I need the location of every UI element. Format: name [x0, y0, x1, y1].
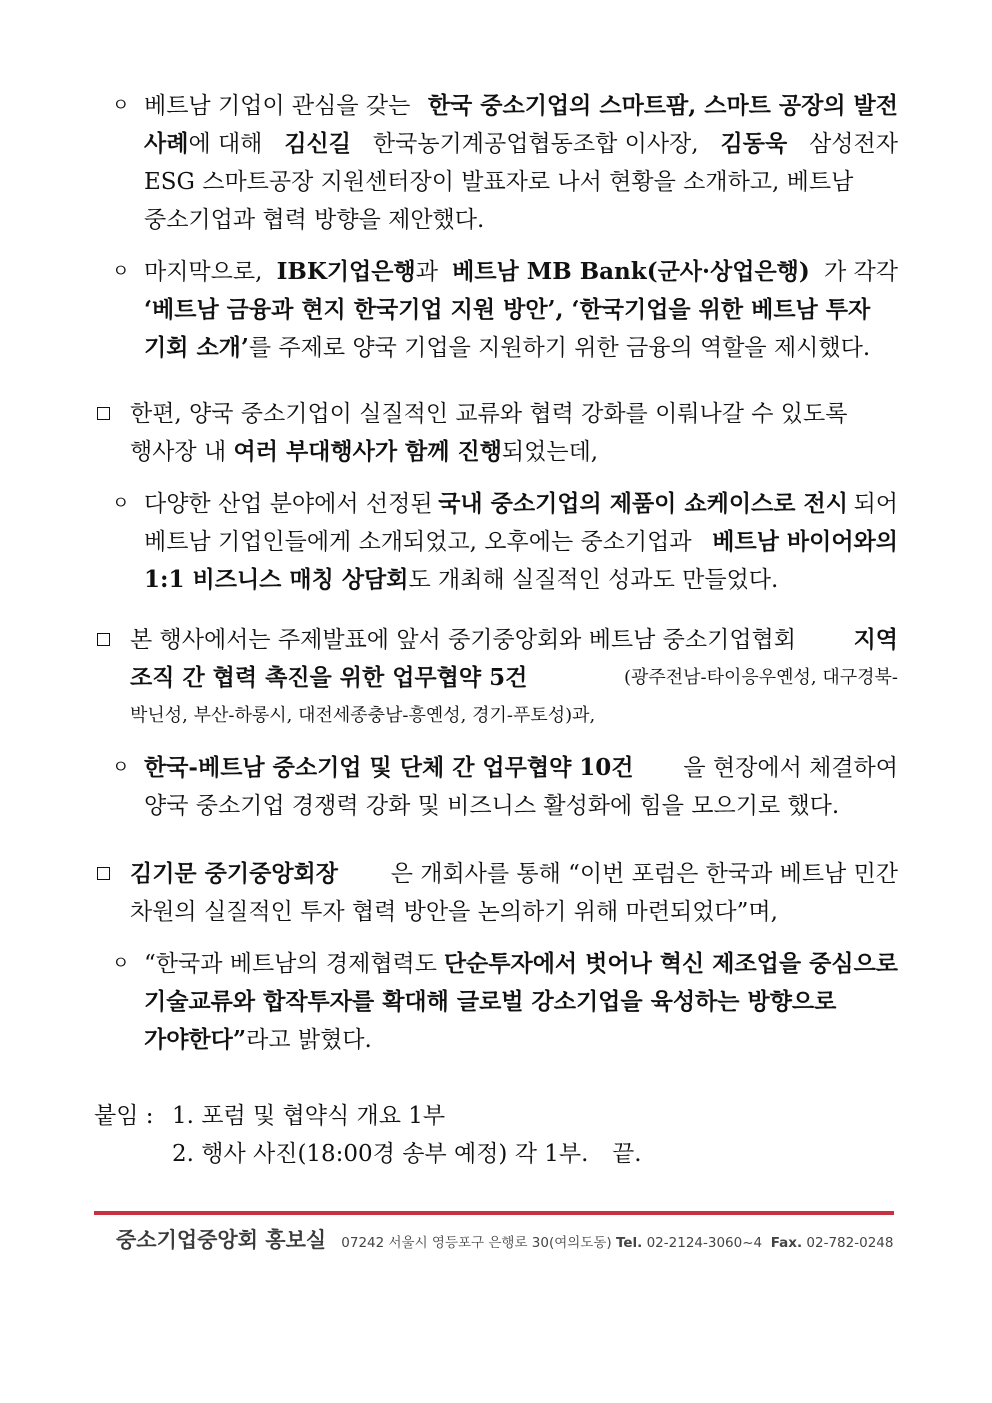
- footer-org: 중소기업중앙회 홍보실: [116, 1228, 327, 1252]
- footer-divider: [94, 1211, 894, 1215]
- footer: [116, 1224, 893, 1254]
- text-run: 단순투자에서 벗어나 혁신 제조업을 중심으로: [443, 950, 898, 977]
- text-run: ESG 스마트공장 지원센터장이 발표자로 나서 현황을 소개하고, 베트남: [144, 169, 854, 195]
- tel-number: 02-2124-3060~4: [646, 1235, 763, 1251]
- square-bullet-icon: [97, 633, 110, 646]
- mou-line2: [130, 662, 898, 696]
- attachment-item-2: 2. 행사 사진(18:00경 송부 예정) 각 1부.: [172, 1141, 589, 1167]
- events-line2: [130, 436, 598, 470]
- text-run: 마지막으로,: [144, 259, 263, 285]
- attachments-label: 붙임 :: [94, 1103, 154, 1129]
- square-bullet-icon: [97, 867, 110, 880]
- speech-bullet-line3: [144, 1024, 372, 1058]
- text-run: 다양한 산업 분야에서 선정된: [144, 491, 433, 517]
- text-run: 과: [415, 259, 438, 285]
- text-run: 베트남 기업이 관심을 갖는: [144, 93, 411, 119]
- text-run: 기회 소개’: [144, 334, 249, 361]
- tel-label: Tel.: [615, 1235, 643, 1251]
- events-line1: [130, 398, 898, 432]
- text-run: 베트남 바이어와의: [712, 528, 898, 555]
- text-run: 를 주제로 양국 기업을 지원하기 위한 금융의 역할을 제시했다.: [248, 335, 871, 361]
- text-run: 김동욱: [720, 130, 788, 157]
- text-run: IBK기업은행: [276, 258, 416, 285]
- bullet2-line1: [144, 256, 898, 290]
- speech-bullet-line1: [144, 948, 898, 982]
- speech-line2: [130, 896, 778, 930]
- events-bullet-line2: [144, 526, 898, 560]
- bullet1-line1: [144, 90, 898, 124]
- text-run: 행사장 내: [130, 439, 234, 465]
- text-run: 차원의 실질적인 투자 협력 방안을 논의하기 위해 마련되었다”며,: [130, 899, 778, 925]
- text-run: 도 개최해 실질적인 성과도 만들었다.: [408, 567, 779, 593]
- text-run: ‘베트남 금융과 현지 한국기업 지원 방안’, ‘한국기업을 위한 베트남 투자: [144, 296, 871, 323]
- bullet1-line3: [144, 166, 853, 200]
- text-run: 을 현장에서 체결하여: [683, 755, 898, 781]
- circle-bullet-icon: ㅇ: [112, 95, 130, 116]
- circle-bullet-icon: ㅇ: [112, 757, 130, 778]
- text-run: 본 행사에서는 주제발표에 앞서 중기중앙회와 베트남 중소기업협회: [130, 627, 796, 653]
- text-run: (광주전남-타이응우옌성, 대구경북-: [623, 667, 898, 688]
- text-run: 조직 간 협력 촉진을 위한 업무협약 5건: [130, 664, 528, 691]
- text-run: 여러 부대행사가 함께 진행: [233, 438, 502, 465]
- fax-number: 02-782-0248: [806, 1235, 894, 1251]
- events-bullet-line3: [144, 564, 778, 598]
- text-run: 1:1 비즈니스 매칭 상담회: [144, 566, 409, 593]
- text-run: “한국과 베트남의 경제협력도: [144, 951, 437, 977]
- text-run: 중소기업과 협력 방향을 제안했다.: [144, 207, 485, 233]
- text-run: 김신길: [284, 130, 351, 157]
- circle-bullet-icon: ㅇ: [112, 261, 130, 282]
- text-run: 국내 중소기업의 제품이 쇼케이스로 전시: [438, 490, 848, 517]
- text-run: 김기문 중기중앙회장: [130, 860, 338, 887]
- text-run: 에 대해: [188, 131, 263, 157]
- attachment-item-1: 1. 포럼 및 협약식 개요 1부: [172, 1103, 446, 1129]
- square-bullet-icon: [97, 407, 110, 420]
- text-run: 삼성전자: [809, 131, 898, 157]
- end-mark: 끝.: [612, 1141, 642, 1167]
- bullet1-line2: [144, 128, 898, 162]
- text-run: 한국-베트남 중소기업 및 단체 간 업무협약 10건: [144, 754, 634, 781]
- text-run: 가 각각: [824, 259, 898, 285]
- text-run: 되어: [853, 491, 898, 517]
- text-run: 기술교류와 합작투자를 확대해 글로벌 강소기업을 육성하는 방향으로: [144, 988, 837, 1015]
- speech-bullet-line2: [144, 986, 898, 1020]
- mou-bullet-line2: [144, 790, 839, 824]
- text-run: 되었는데,: [501, 439, 599, 465]
- text-run: 한편, 양국 중소기업이 실질적인 교류와 협력 강화를 이뤄나갈 수 있도록: [130, 401, 848, 427]
- fax-label: Fax.: [770, 1235, 803, 1251]
- mou-line1: [130, 624, 898, 658]
- mou-bullet-line1: [144, 752, 898, 786]
- speech-line1: [130, 858, 898, 892]
- text-run: 가야한다”: [144, 1026, 247, 1053]
- text-run: 은 개회사를 통해 “이번 포럼은 한국과 베트남 민간: [390, 861, 898, 887]
- text-run: 박닌성, 부산-하롱시, 대전세종충남-흥옌성, 경기-푸토성)과,: [130, 705, 596, 726]
- text-run: 사례: [144, 130, 189, 157]
- text-run: 한국농기계공업협동조합 이사장,: [372, 131, 699, 157]
- text-run: 라고 밝혔다.: [246, 1027, 372, 1053]
- events-bullet-line1: [144, 488, 898, 522]
- bullet2-line3: [144, 332, 870, 366]
- bullet2-line2: [144, 294, 898, 328]
- text-run: 베트남 MB Bank(군사·상업은행): [452, 258, 810, 285]
- text-run: 베트남 기업인들에게 소개되었고, 오후에는 중소기업과: [144, 529, 692, 555]
- footer-address: [341, 1235, 893, 1251]
- circle-bullet-icon: ㅇ: [112, 493, 130, 514]
- text-run: 양국 중소기업 경쟁력 강화 및 비즈니스 활성화에 힘을 모으기로 했다.: [144, 793, 840, 819]
- bullet1-line4: [144, 204, 484, 238]
- address-text: 07242 서울시 영등포구 은행로 30(여의도동): [341, 1235, 612, 1251]
- circle-bullet-icon: ㅇ: [112, 953, 130, 974]
- text-run: 지역: [853, 626, 898, 653]
- text-run: 한국 중소기업의 스마트팜, 스마트 공장의 발전: [427, 92, 898, 119]
- mou-line3: [130, 700, 595, 734]
